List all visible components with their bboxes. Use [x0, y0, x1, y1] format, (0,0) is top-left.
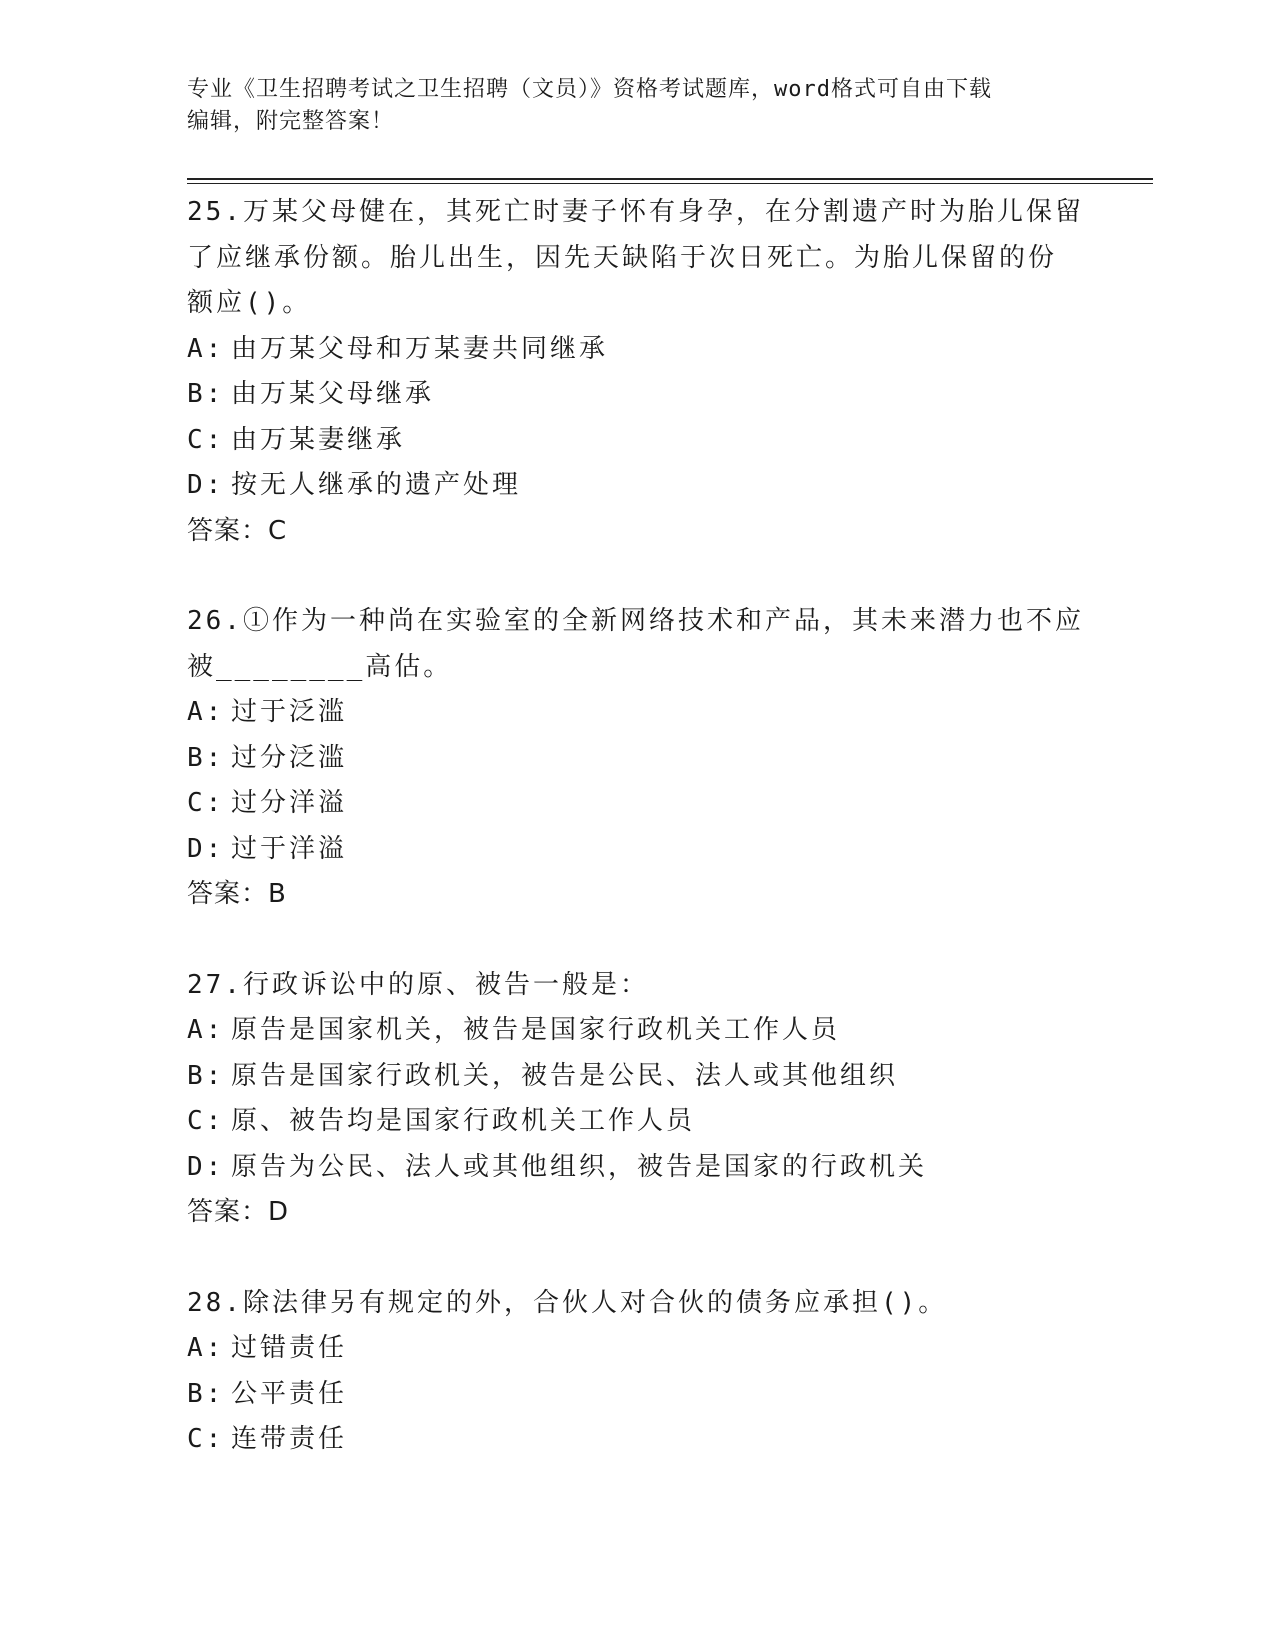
option-b — [187, 1054, 1087, 1100]
question-25 — [187, 190, 1087, 554]
option-text: 过于泛滥 — [231, 697, 348, 727]
option-key: D: — [187, 470, 225, 500]
option-key: C: — [187, 788, 225, 818]
option-text: 原告为公民、法人或其他组织，被告是国家的行政机关 — [231, 1151, 928, 1182]
option-c — [187, 781, 1087, 827]
option-text: 原、被告均是国家行政机关工作人员 — [231, 1106, 696, 1136]
option-text: 过分泛滥 — [231, 742, 348, 773]
option-key: C: — [187, 1106, 225, 1136]
option-b — [187, 1372, 1087, 1418]
option-key: C: — [187, 1424, 225, 1454]
question-stem-line: 26.①作为一种尚在实验室的全新网络技术和产品，其未来潜力也不应 — [187, 606, 1084, 636]
option-text: 公平责任 — [231, 1378, 348, 1409]
option-key: A: — [187, 333, 225, 364]
option-text: 原告是国家机关，被告是国家行政机关工作人员 — [231, 1015, 841, 1045]
header-line-1: 专业《卫生招聘考试之卫生招聘（文员）》资格考试题库，word格式可自由下载 — [187, 77, 992, 102]
option-d — [187, 463, 1087, 509]
header-line-2: 编辑，附完整答案！ — [187, 109, 395, 134]
header-divider-thick — [187, 178, 1153, 180]
option-c — [187, 1417, 1087, 1463]
option-b — [187, 372, 1087, 418]
answer-line: 答案：B — [187, 879, 287, 909]
option-a — [187, 690, 1087, 736]
option-d — [187, 827, 1087, 873]
question-26 — [187, 599, 1087, 918]
question-stem-line: 28.除法律另有规定的外，合伙人对合伙的债务应承担()。 — [187, 1287, 948, 1318]
option-key: B: — [187, 1378, 225, 1409]
option-key: B: — [187, 1060, 225, 1091]
option-key: A: — [187, 697, 225, 727]
option-key: B: — [187, 742, 225, 773]
option-a — [187, 1326, 1087, 1372]
document-header — [187, 74, 1067, 138]
option-b — [187, 736, 1087, 782]
question-stem-line: 被________高估。 — [187, 651, 453, 682]
option-text: 过错责任 — [231, 1333, 348, 1363]
option-text: 由万某妻继承 — [231, 424, 406, 455]
option-text: 过于洋溢 — [231, 833, 348, 864]
option-text: 连带责任 — [231, 1424, 348, 1454]
question-stem-line: 25.万某父母健在，其死亡时妻子怀有身孕，在分割遗产时为胎儿保留 — [187, 197, 1084, 227]
option-a — [187, 1008, 1087, 1054]
answer-line: 答案：D — [187, 1197, 290, 1227]
option-key: D: — [187, 833, 225, 864]
answer-line: 答案：C — [187, 515, 288, 546]
option-key: A: — [187, 1015, 225, 1045]
option-key: C: — [187, 424, 225, 455]
option-key: B: — [187, 379, 225, 409]
option-key: A: — [187, 1333, 225, 1363]
option-text: 过分洋溢 — [231, 788, 348, 818]
header-divider-thin — [187, 183, 1153, 184]
question-stem-line: 了应继承份额。胎儿出生，因先天缺陷于次日死亡。为胎儿保留的份 — [187, 242, 1058, 273]
option-text: 由万某父母和万某妻共同继承 — [231, 333, 609, 364]
question-stem-line: 额应()。 — [187, 288, 312, 318]
option-key: D: — [187, 1151, 225, 1182]
option-text: 原告是国家行政机关，被告是公民、法人或其他组织 — [231, 1060, 899, 1091]
question-27 — [187, 963, 1087, 1236]
option-text: 按无人继承的遗产处理 — [231, 470, 522, 500]
question-28 — [187, 1281, 1087, 1463]
option-c — [187, 418, 1087, 464]
question-stem-line: 27.行政诉讼中的原、被告一般是： — [187, 969, 649, 1000]
option-a — [187, 327, 1087, 373]
option-text: 由万某父母继承 — [231, 379, 435, 409]
question-list — [187, 190, 1087, 1508]
option-d — [187, 1145, 1087, 1191]
option-c — [187, 1099, 1087, 1145]
